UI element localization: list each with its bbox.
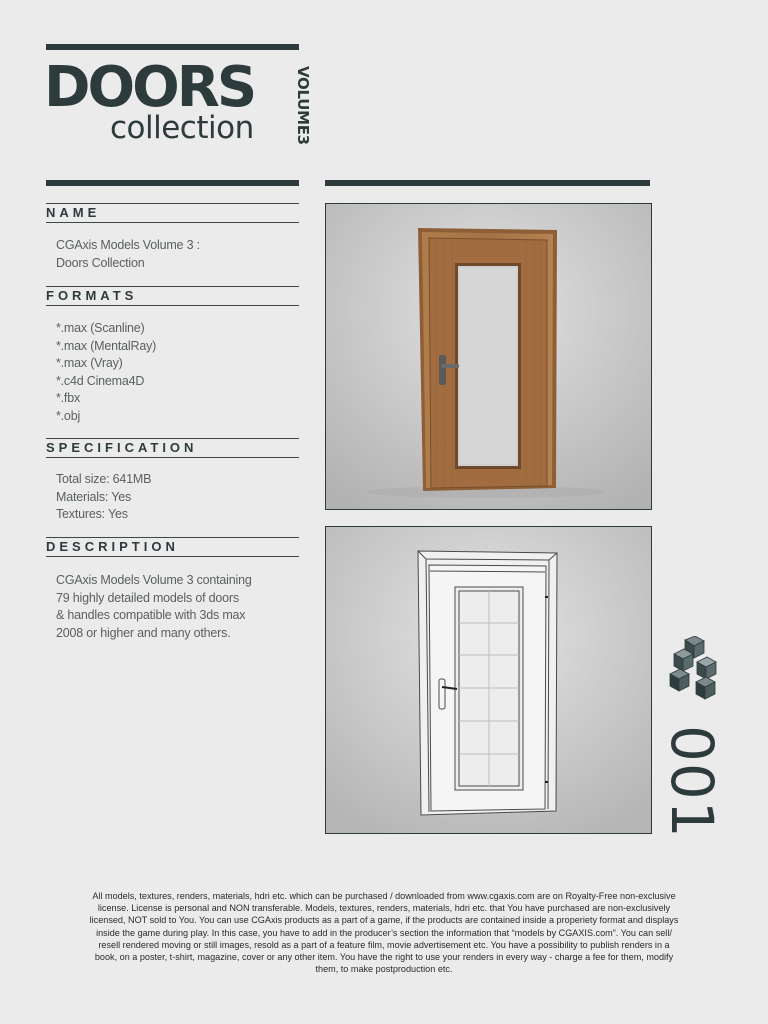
spec-item: Materials: Yes <box>56 489 132 504</box>
name-line: CGAxis Models Volume 3 : <box>56 238 200 252</box>
format-item: *.max (Scanline) <box>56 321 145 335</box>
license-line: license. License is personal and NON transferable. Models, textures, renders, materials, hdri etc. that You have purchased are non-exclusively <box>97 903 671 914</box>
license-line: resell rendered moving or still images, resold as a part of a feature film, movie advertisement etc. You have a possibility to publish renders in a <box>98 939 670 950</box>
license-line: book, on a poster, t-shirt, magazine, cover or any other item. You have the right to use your renders in every way - charge a fee for them, modify <box>94 952 674 963</box>
name-line: Doors Collection <box>56 255 145 270</box>
format-item: *.obj <box>56 408 81 423</box>
formats-list <box>56 320 156 425</box>
wooden-door-render <box>325 203 652 510</box>
title-volume: VOLUME3 <box>294 66 312 145</box>
description-heading: DESCRIPTION <box>46 537 299 557</box>
formats-heading: FORMATS <box>46 286 299 306</box>
header-top-rule <box>46 44 299 50</box>
license-line: inside the game during play. In this case, you have to add in the producer’s section the information that “models by CGAXIS.com”. You can sell/ <box>96 927 672 938</box>
license-line: them, to make postproduction etc. <box>315 964 453 975</box>
license-footer <box>50 890 718 975</box>
title-collection: collection <box>110 110 254 146</box>
specification-heading: SPECIFICATION <box>46 438 299 458</box>
license-line: licensed, NOT sold to You. You can use CGAxis products as a part of a game, if the products are contained inside a properiety format and displays <box>89 915 679 926</box>
left-column-rule <box>46 180 299 186</box>
name-text <box>56 237 200 272</box>
model-number: 001 <box>658 725 726 839</box>
door-wireframe-render <box>325 526 652 834</box>
description-line: 79 highly detailed models of doors <box>56 590 239 605</box>
format-item: *.c4d Cinema4D <box>56 373 145 388</box>
format-item: *.fbx <box>56 391 81 405</box>
format-item: *.max (Vray) <box>56 356 123 370</box>
spec-item: Total size: 641MB <box>56 472 152 486</box>
specification-list <box>56 471 151 524</box>
wooden-door-illustration <box>326 204 651 509</box>
description-line: CGAxis Models Volume 3 containing <box>56 573 252 587</box>
format-item: *.max (MentalRay) <box>56 338 157 353</box>
name-heading: NAME <box>46 203 299 223</box>
title-doors: DOORS <box>44 55 255 120</box>
license-line: All models, textures, renders, materials, hdri etc. which can be purchased / downloaded from www.cgaxis.com are on Royalty-Free non-exclusive <box>92 891 676 901</box>
right-column-rule <box>325 180 650 186</box>
spec-item: Textures: Yes <box>56 507 128 521</box>
description-line: & handles compatible with 3ds max <box>56 608 246 622</box>
description-line: 2008 or higher and many others. <box>56 625 231 640</box>
cgaxis-cube-logo <box>666 636 724 702</box>
description-text <box>56 572 252 642</box>
wireframe-door-illustration <box>326 527 651 833</box>
